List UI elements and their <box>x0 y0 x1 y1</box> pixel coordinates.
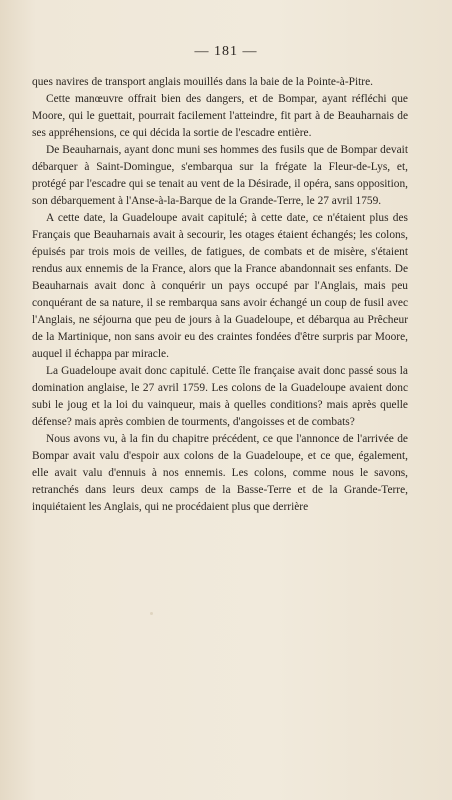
paragraph: ques navires de transport anglais mouillés dans la baie de la Pointe-à-Pitre. <box>32 76 373 88</box>
paragraph: A cette date, la Guadeloupe avait capitulé; à cette date, ce n'étaient plus des Français que Beauharnais avait à secourir, les otages étaient échangés; les colons, épuisés par trois mois de veilles, de fatigues, de combats et de misère, s'étaient rendus aux ennemis de la France, alors que la France abandonnait ses enfants. De Beauharnais avait donc à conquérir un pays occupé par l'Anglais, mais peu conquérant de sa nature, il se rembarqua sans avoir échangé un coup de fusil avec l'Anglais, ne séjourna que peu de jours à la Guadeloupe, et débarqua au Prêcheur de la Martinique, non sans avoir eu des craintes fondées d'être surpris par Moore, auquel il échappa par miracle. <box>32 212 408 360</box>
paragraph: Nous avons vu, à la fin du chapitre précédent, ce que l'annonce de l'arrivée de Bompar avait valu d'espoir aux colons de la Guadeloupe, et ce que, également, elle avait valu d'ennuis à nos ennemis. Les colons, comme nous le savons, retranchés dans leurs deux camps de la Basse-Terre et de la Grande-Terre, inquiétaient les Anglais, qui ne procédaient plus que derrière <box>32 433 408 513</box>
paragraph: De Beauharnais, ayant donc muni ses hommes des fusils que de Bompar devait débarquer à Saint-Domingue, s'embarqua sur la frégate la Fleur-de-Lys, et, protégé par l'escadre qui se tenait au vent de la Désirade, il opéra, sans opposition, son débarquement à l'Anse-à-la-Barque de la Grande-Terre, le 27 avril 1759. <box>32 144 408 207</box>
paragraph: La Guadeloupe avait donc capitulé. Cette île française avait donc passé sous la domination anglaise, le 27 avril 1759. Les colons de la Guadeloupe avaient donc subi le joug et la loi du vainqueur, mais à quelles conditions? mais après quelle défense? mais après combien de tourments, d'angoisses et de combats? <box>32 365 408 428</box>
paper-stain <box>150 612 153 615</box>
page-number: — 181 — <box>194 44 258 59</box>
paragraph: Cette manœuvre offrait bien des dangers, et de Bompar, ayant réfléchi que Moore, qui le guettait, pourrait facilement l'atteindre, fit part à de Beauharnais de ses appréhensions, ce qui décida la sortie de l'escadre entière. <box>32 93 408 139</box>
body-text <box>32 74 408 516</box>
